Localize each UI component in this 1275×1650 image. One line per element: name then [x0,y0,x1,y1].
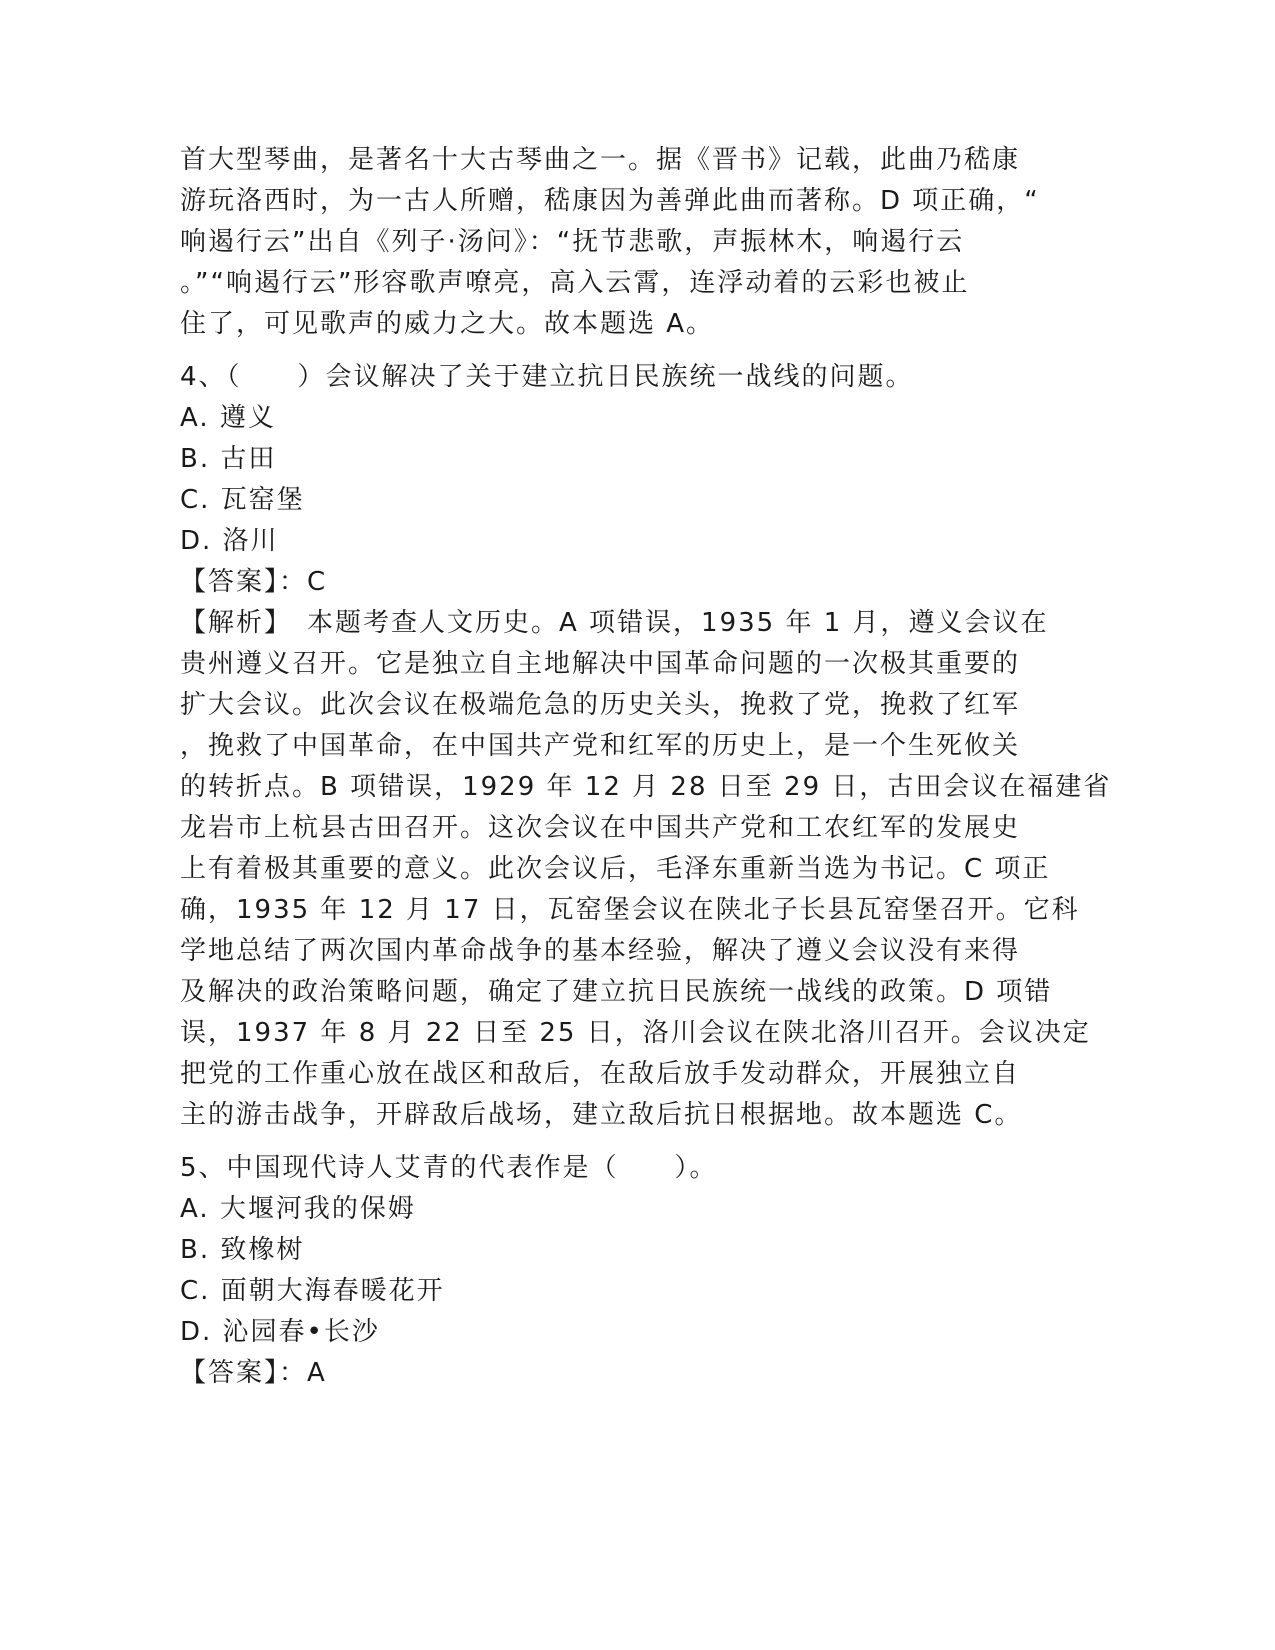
spacer [180,1136,1040,1148]
option-c: C. 瓦窑堡 [180,485,305,515]
analysis-line: 及解决的政治策略问题，确定了建立抗日民族统一战线的政策。D 项错 [180,977,1053,1007]
analysis-line: 扩大会议。此次会议在极端危急的历史关头，挽救了党，挽救了红军 [180,690,1021,720]
answer-value: A [307,1358,327,1388]
question-stem: 4、（ ）会议解决了关于建立抗日民族统一战线的问题。 [180,362,914,392]
answer-label: 【答案】 [180,567,280,597]
question-3-analysis-tail [180,140,1040,345]
analysis-line: 【解析】 本题考查人文历史。A 项错误，1935 年 1 月，遵义会议在 [180,608,1049,638]
answer-value: C [307,567,328,597]
option-a: A. 大堰河我的保姆 [180,1194,416,1224]
analysis-line: 确，1935 年 12 月 17 日，瓦窑堡会议在陕北子长县瓦窑堡召开。它科 [180,895,1080,925]
analysis-line: 把党的工作重心放在战区和敌后，在敌后放手发动群众，开展独立自 [180,1059,1021,1089]
paragraph-line: 首大型琴曲，是著名十大古琴曲之一。据《晋书》记载，此曲乃嵇康 [180,145,1021,175]
paragraph-line: 游玩洛西时，为一古人所赠，嵇康因为善弹此曲而著称。D 项正确，“ [180,186,1040,216]
question-5 [180,1148,1040,1394]
option-d: D. 沁园春•长沙 [180,1317,380,1347]
option-c: C. 面朝大海春暖花开 [180,1276,445,1306]
analysis-line: 的转折点。B 项错误，1929 年 12 月 28 日至 29 日，古田会议在福建省 [180,772,1112,802]
analysis-line: 贵州遵义召开。它是独立自主地解决中国革命问题的一次极其重要的 [180,649,1021,679]
question-4 [180,357,1112,1136]
answer-line [180,562,1040,603]
question-stem: 5、中国现代诗人艾青的代表作是（ ）。 [180,1153,718,1183]
answer-separator: ： [279,567,308,597]
answer-line [180,1353,1040,1394]
analysis-line: 主的游击战争，开辟敌后战场，建立敌后抗日根据地。故本题选 C。 [180,1100,1023,1130]
spacer [180,345,1040,357]
answer-label: 【答案】 [180,1358,280,1388]
paragraph-line: 。”“响遏行云”形容歌声嘹亮，高入云霄，连浮动着的云彩也被止 [180,268,970,298]
document-page [180,140,1112,1394]
option-b: B. 致橡树 [180,1235,305,1265]
analysis-line: 上有着极其重要的意义。此次会议后，毛泽东重新当选为书记。C 项正 [180,854,1051,884]
option-b: B. 古田 [180,444,277,474]
option-a: A. 遵义 [180,403,276,433]
option-d: D. 洛川 [180,526,279,556]
analysis-line: 误，1937 年 8 月 22 日至 25 日，洛川会议在陕北洛川召开。会议决定 [180,1018,1091,1048]
analysis-line: ，挽救了中国革命，在中国共产党和红军的历史上，是一个生死攸关 [180,731,1021,761]
paragraph-line: 响遏行云”出自《列子·汤问》：“抚节悲歌，声振林木，响遏行云 [180,227,965,257]
answer-separator: ： [279,1358,308,1388]
paragraph-line: 住了，可见歌声的威力之大。故本题选 A。 [180,309,715,339]
analysis-line: 龙岩市上杭县古田召开。这次会议在中国共产党和工农红军的发展史 [180,813,1021,843]
analysis-line: 学地总结了两次国内革命战争的基本经验，解决了遵义会议没有来得 [180,936,1021,966]
